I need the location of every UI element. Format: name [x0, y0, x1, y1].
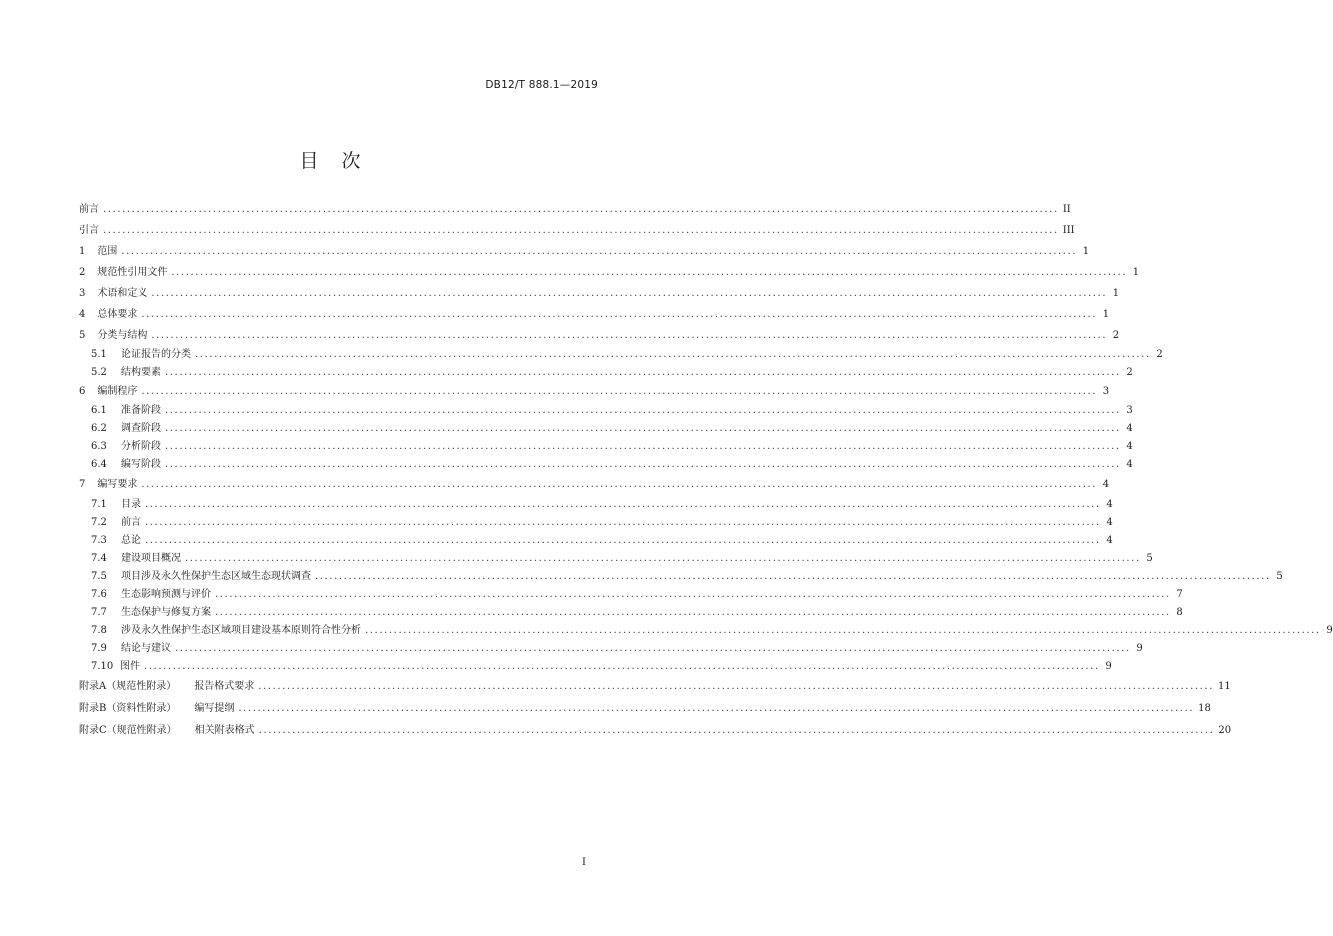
toc-entry-number: 5	[79, 330, 86, 341]
toc-leader-dots: ........................................................................................................................................................................................................	[195, 349, 1151, 360]
toc-leader-dots: ........................................................................................................................................................................................................	[145, 535, 1101, 546]
toc-leader-dots: ........................................................................................................................................................................................................	[141, 479, 1098, 490]
toc-entry-label: 引言	[79, 225, 99, 236]
toc-entry-number: 7.1	[91, 499, 107, 510]
toc-leader-dots: ........................................................................................................................................................................................................	[258, 725, 1215, 736]
toc-entry-number: 5.2	[91, 367, 107, 378]
toc-leader-dots: ........................................................................................................................................................................................................	[165, 423, 1121, 434]
toc-entry-label: 论证报告的分类	[121, 349, 191, 360]
toc-leader-dots: ........................................................................................................................................................................................................	[215, 607, 1171, 618]
toc-entry-number: 7.6	[91, 589, 107, 600]
toc-entry-page: 4	[1126, 459, 1133, 470]
toc-entry[interactable]	[79, 532, 1113, 550]
toc-entry-label: 建设项目概况	[121, 553, 181, 564]
toc-entry-page: 4	[1126, 441, 1133, 452]
toc-entry-label: 项目涉及永久性保护生态区域生态现状调查	[121, 571, 311, 582]
toc-entry-page: 9	[1326, 625, 1333, 636]
toc-entry-label: 生态保护与修复方案	[121, 607, 211, 618]
toc-entry[interactable]	[79, 604, 1183, 622]
toc-entry-label: 范围	[97, 246, 118, 257]
toc-entry[interactable]	[79, 658, 1112, 676]
toc-entry-page: 9	[1105, 661, 1112, 672]
toc-entry-number: 1	[79, 246, 86, 257]
toc-entry-label: 报告格式要求	[194, 681, 255, 692]
table-of-contents	[79, 199, 1333, 742]
toc-entry-label: 前言	[79, 204, 99, 215]
toc-entry-label: 规范性引用文件	[97, 267, 168, 278]
toc-entry-page: 4	[1106, 517, 1113, 528]
toc-entry[interactable]	[79, 241, 1090, 262]
toc-entry[interactable]	[79, 382, 1110, 402]
toc-entry-page: II	[1062, 204, 1071, 215]
toc-entry-number: 6	[79, 386, 86, 397]
toc-entry-page: 1	[1082, 246, 1090, 257]
toc-entry-label: 术语和定义	[97, 288, 148, 299]
toc-entry[interactable]	[79, 346, 1163, 364]
toc-entry[interactable]	[79, 496, 1113, 514]
toc-entry-number: 5.1	[91, 349, 107, 360]
toc-entry-number: 附录A（规范性附录）	[79, 681, 177, 692]
toc-entry-label: 目录	[121, 499, 141, 510]
toc-entry[interactable]	[79, 568, 1283, 586]
toc-entry[interactable]	[79, 720, 1232, 742]
toc-entry-page: 18	[1198, 703, 1211, 714]
toc-entry[interactable]	[79, 698, 1211, 720]
toc-entry-page: 4	[1126, 423, 1133, 434]
toc-entry-page: 1	[1132, 267, 1140, 278]
toc-entry[interactable]	[79, 262, 1140, 283]
toc-entry-number: 4	[79, 309, 86, 320]
toc-entry-label: 生态影响预测与评价	[121, 589, 211, 600]
toc-leader-dots: ........................................................................................................................................................................................................	[145, 499, 1101, 510]
toc-entry-number: 7.4	[91, 553, 107, 564]
toc-entry-label: 准备阶段	[121, 405, 161, 416]
toc-entry-page: 4	[1106, 535, 1113, 546]
toc-leader-dots: ........................................................................................................................................................................................................	[215, 589, 1171, 600]
toc-leader-dots: ........................................................................................................................................................................................................	[175, 643, 1131, 654]
toc-entry-page: 4	[1102, 479, 1110, 490]
toc-entry-label: 涉及永久性保护生态区域项目建设基本原则符合性分析	[121, 625, 361, 636]
toc-entry[interactable]	[79, 586, 1183, 604]
toc-entry[interactable]	[79, 474, 1110, 496]
toc-leader-dots: ........................................................................................................................................................................................................	[103, 225, 1059, 236]
toc-entry-number: 7.3	[91, 535, 107, 546]
standard-code: DB12/T 888.1—2019	[485, 79, 598, 91]
toc-leader-dots: ........................................................................................................................................................................................................	[145, 517, 1101, 528]
toc-entry-page: 7	[1176, 589, 1183, 600]
toc-leader-dots: ........................................................................................................................................................................................................	[144, 661, 1100, 672]
toc-entry-number: 7.2	[91, 517, 107, 528]
toc-entry-number: 6.1	[91, 405, 107, 416]
toc-entry-page: 5	[1276, 571, 1283, 582]
toc-entry-label: 分类与结构	[97, 330, 148, 341]
toc-entry[interactable]	[79, 438, 1133, 456]
toc-entry-label: 编写要求	[97, 479, 138, 490]
toc-leader-dots: ........................................................................................................................................................................................................	[165, 441, 1121, 452]
toc-entry-page: 3	[1126, 405, 1133, 416]
toc-leader-dots: ........................................................................................................................................................................................................	[258, 681, 1214, 692]
toc-entry-label: 结论与建议	[121, 643, 171, 654]
toc-leader-dots: ........................................................................................................................................................................................................	[151, 330, 1108, 341]
toc-leader-dots: ........................................................................................................................................................................................................	[165, 367, 1121, 378]
toc-entry-label: 结构要素	[121, 367, 161, 378]
toc-entry-page: 9	[1136, 643, 1143, 654]
toc-entry-number: 2	[79, 267, 86, 278]
toc-entry[interactable]	[79, 199, 1071, 220]
toc-entry-number: 6.2	[91, 423, 107, 434]
toc-entry-label: 分析阶段	[121, 441, 161, 452]
toc-entry-number: 7.9	[91, 643, 107, 654]
toc-entry[interactable]	[79, 304, 1110, 325]
toc-entry-number: 7.7	[91, 607, 107, 618]
page-number: I	[582, 857, 586, 868]
toc-leader-dots: ........................................................................................................................................................................................................	[315, 571, 1271, 582]
toc-entry-page: 2	[1126, 367, 1133, 378]
toc-entry-page: 5	[1146, 553, 1153, 564]
toc-entry-label: 相关附表格式	[194, 725, 255, 736]
toc-entry-label: 编写阶段	[121, 459, 161, 470]
toc-entry[interactable]	[79, 640, 1143, 658]
toc-entry-number: 6.4	[91, 459, 107, 470]
toc-leader-dots: ........................................................................................................................................................................................................	[121, 246, 1078, 257]
toc-leader-dots: ........................................................................................................................................................................................................	[165, 459, 1121, 470]
toc-entry-label: 总论	[121, 535, 141, 546]
toc-entry-page: 20	[1218, 725, 1232, 736]
toc-entry[interactable]	[79, 283, 1120, 304]
toc-entry[interactable]	[79, 364, 1133, 382]
toc-entry[interactable]	[79, 420, 1133, 438]
toc-leader-dots: ........................................................................................................................................................................................................	[103, 204, 1059, 215]
page-title: 目 次	[299, 150, 363, 172]
toc-leader-dots: ........................................................................................................................................................................................................	[141, 309, 1098, 320]
toc-leader-dots: ........................................................................................................................................................................................................	[185, 553, 1141, 564]
toc-leader-dots: ........................................................................................................................................................................................................	[151, 288, 1108, 299]
toc-entry-label: 图件	[120, 661, 140, 672]
toc-entry-page: 1	[1112, 288, 1120, 299]
toc-entry-number: 7.8	[91, 625, 107, 636]
toc-entry[interactable]	[79, 622, 1333, 640]
toc-entry[interactable]	[79, 220, 1075, 241]
toc-entry-page: 4	[1106, 499, 1113, 510]
toc-entry[interactable]	[79, 325, 1120, 346]
toc-entry[interactable]	[79, 676, 1231, 698]
toc-entry-label: 总体要求	[97, 309, 138, 320]
toc-leader-dots: ........................................................................................................................................................................................................	[365, 625, 1321, 636]
toc-leader-dots: ........................................................................................................................................................................................................	[165, 405, 1121, 416]
toc-entry-label: 编写提纲	[194, 703, 235, 714]
toc-entry-page: 8	[1176, 607, 1183, 618]
toc-entry-page: 11	[1217, 681, 1231, 692]
toc-entry-page: 3	[1102, 386, 1110, 397]
toc-entry-number: 3	[79, 288, 86, 299]
toc-entry-label: 前言	[121, 517, 141, 528]
toc-entry[interactable]	[79, 514, 1113, 532]
toc-entry-number: 7.10	[91, 661, 114, 672]
toc-entry-page: III	[1062, 225, 1075, 236]
toc-entry-number: 7.5	[91, 571, 107, 582]
toc-entry-page: 2	[1156, 349, 1163, 360]
toc-entry-number: 6.3	[91, 441, 107, 452]
toc-entry-label: 调查阶段	[121, 423, 161, 434]
toc-entry-page: 1	[1102, 309, 1110, 320]
toc-leader-dots: ........................................................................................................................................................................................................	[171, 267, 1128, 278]
toc-entry-number: 附录B（资料性附录）	[79, 703, 177, 714]
toc-entry-label: 编制程序	[97, 386, 138, 397]
toc-leader-dots: ........................................................................................................................................................................................................	[141, 386, 1098, 397]
toc-entry[interactable]	[79, 402, 1133, 420]
toc-entry-number: 7	[79, 479, 86, 490]
toc-entry-page: 2	[1112, 330, 1120, 341]
toc-entry[interactable]	[79, 550, 1153, 568]
toc-entry[interactable]	[79, 456, 1133, 474]
toc-leader-dots: ........................................................................................................................................................................................................	[238, 703, 1195, 714]
toc-entry-number: 附录C（规范性附录）	[79, 725, 177, 736]
